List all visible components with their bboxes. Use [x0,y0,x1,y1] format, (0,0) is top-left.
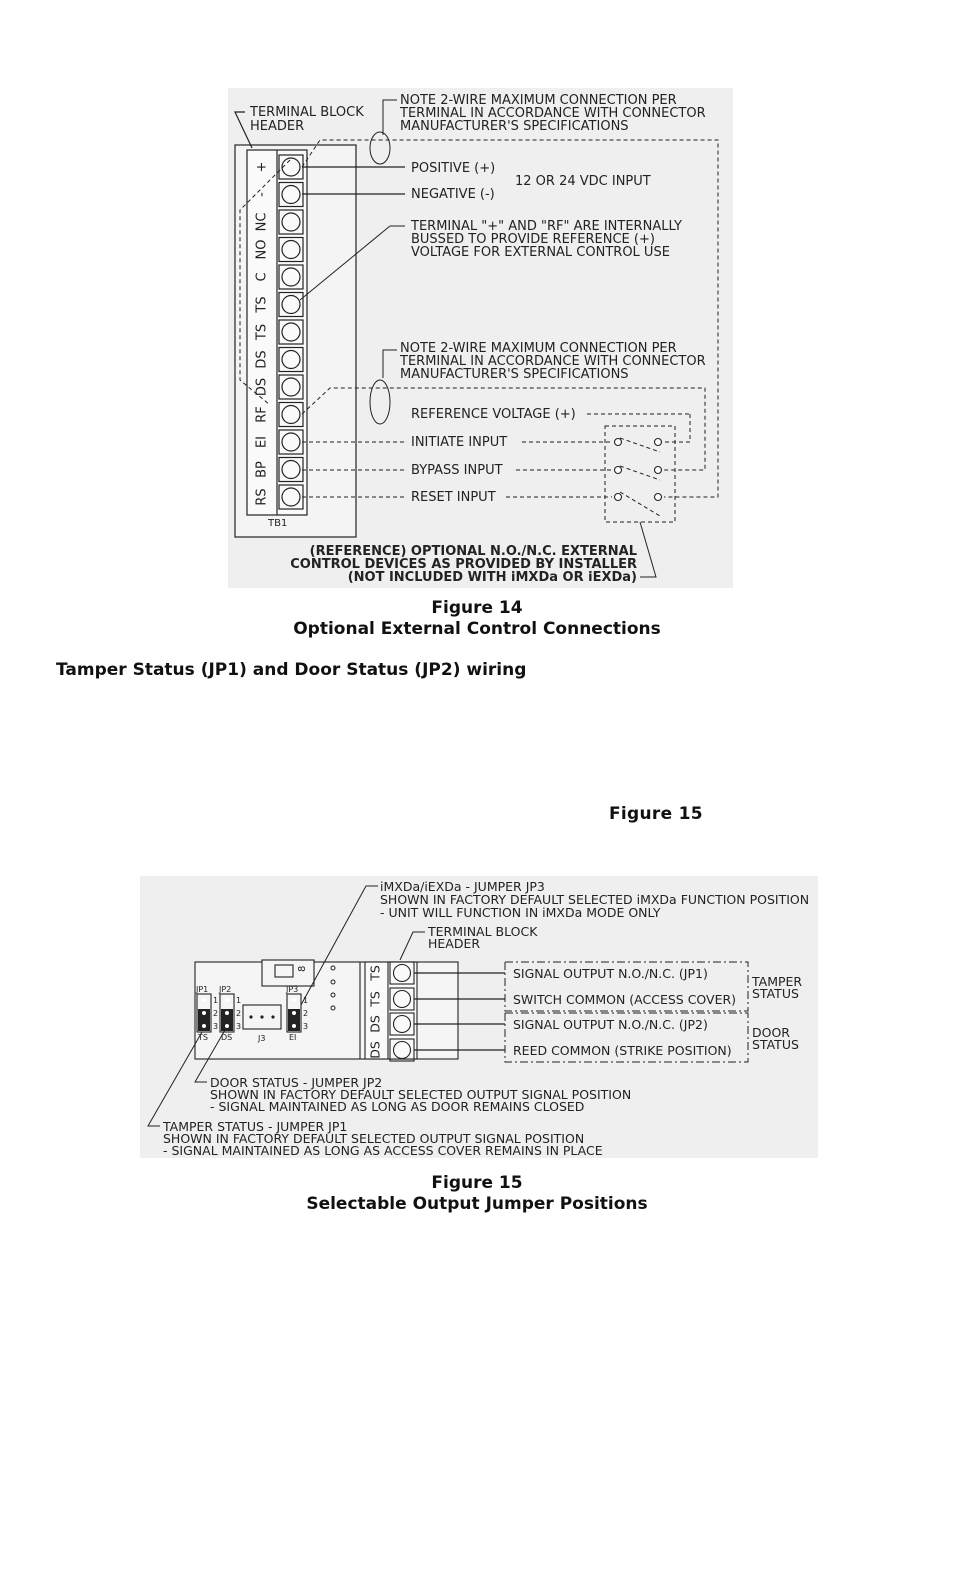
bypass-input-label: BYPASS INPUT [411,463,503,478]
terminal-label: + [254,161,270,173]
figure-15-diagram [0,870,954,1170]
note-top-line: MANUFACTURER'S SPECIFICATIONS [400,119,629,134]
terminal-label: C [254,272,270,282]
terminal-label: RF [254,406,270,423]
terminal-block-header-label: TERMINAL BLOCK [428,924,538,939]
terminal-label: TS [367,991,383,1007]
jumper-bottom-ds: DS [221,1033,233,1042]
terminal-label: TS [254,323,270,341]
terminal-label: TS [254,296,270,313]
jp3-note-line: - UNIT WILL FUNCTION IN iMXDa MODE ONLY [380,905,661,920]
optional-note-line: CONTROL DEVICES AS PROVIDED BY INSTALLER [290,557,637,572]
tamper-jumper-note-line: - SIGNAL MAINTAINED AS LONG AS ACCESS COVER REMAINS IN PLACE [163,1143,603,1158]
jumper-label-jp3: JP3 [286,985,299,994]
negative-label: NEGATIVE (-) [411,187,495,202]
figure-14-caption-number: Figure 14 [431,598,523,618]
door-status-label: DOOR [752,1025,790,1040]
tb1-label: TB1 [268,518,288,529]
terminal-block-header-label: HEADER [428,936,481,951]
optional-note-line: (NOT INCLUDED WITH iMXDa OR iEXDa) [347,570,637,585]
bussed-note-line: VOLTAGE FOR EXTERNAL CONTROL USE [411,245,670,260]
pin-number: 2 [213,1009,219,1018]
terminal-label: TS [367,965,383,981]
figure-reference: Figure 15 [609,804,703,824]
door-jumper-note-line: SHOWN IN FACTORY DEFAULT SELECTED OUTPUT SIGNAL POSITION [210,1087,632,1102]
bussed-note-line: TERMINAL "+" AND "RF" ARE INTERNALLY [411,219,682,234]
j3-label: J3 [258,1034,266,1043]
tamper-status-label: TAMPER [752,974,803,989]
vdc-input-label: 12 OR 24 VDC INPUT [515,174,651,189]
pin-number: 1 [303,996,309,1005]
pin-number: 1 [236,996,242,1005]
jumper-bottom-ts: TS [198,1033,208,1042]
terminal-label: EI [254,435,270,449]
figure-14-caption-title: Optional External Control Connections [293,619,661,639]
terminal-label: DS [367,1015,383,1033]
figure-15-caption-number: Figure 15 [431,1173,523,1193]
terminal-block-header-label: TERMINAL BLOCK [250,105,364,120]
terminal-label: NO [254,239,270,260]
terminal-block-header-label: HEADER [250,119,305,134]
terminal-label: RS [254,488,270,506]
jumper-label-jp2: JP2 [219,985,232,994]
terminal-label: DS [254,377,270,397]
pin-number: 3 [303,1022,309,1031]
pin-number: 3 [213,1022,219,1031]
terminal-label: DS [367,1041,383,1059]
figure-14-diagram [0,0,954,600]
optional-note-line: (REFERENCE) OPTIONAL N.O./N.C. EXTERNAL [309,544,637,559]
pin-number: 2 [303,1009,309,1018]
reset-input-label: RESET INPUT [411,490,496,505]
switch-common-label: SWITCH COMMON (ACCESS COVER) [513,992,737,1007]
jumper-bottom-ei: EI [289,1033,297,1042]
door-jumper-note-line: DOOR STATUS - JUMPER JP2 [210,1075,383,1090]
reed-common-label: REED COMMON (STRIKE POSITION) [513,1043,732,1058]
door-jumper-note-line: - SIGNAL MAINTAINED AS LONG AS DOOR REMAINS CLOSED [210,1099,585,1114]
figure-15-caption-title: Selectable Output Jumper Positions [306,1194,648,1214]
bussed-note-line: BUSSED TO PROVIDE REFERENCE (+) [411,232,655,247]
jp3-note-line: iMXDa/iEXDa - JUMPER JP3 [380,879,545,894]
initiate-input-label: INITIATE INPUT [411,435,508,450]
section-heading: Tamper Status (JP1) and Door Status (JP2) wiring [56,660,527,680]
terminal-label: DS [254,350,270,369]
tamper-jumper-note-line: TAMPER STATUS - JUMPER JP1 [163,1119,348,1134]
pin-number: 3 [236,1022,242,1031]
terminal-label: NC [254,212,270,232]
signal-jp2-label: SIGNAL OUTPUT N.O./N.C. (JP2) [513,1017,708,1032]
note-top-line: TERMINAL IN ACCORDANCE WITH CONNECTOR [400,106,706,121]
note-mid-line: NOTE 2-WIRE MAXIMUM CONNECTION PER [400,341,677,356]
signal-jp1-label: SIGNAL OUTPUT N.O./N.C. (JP1) [513,966,708,981]
switch-label: 8 [297,965,308,972]
tamper-jumper-note-line: SHOWN IN FACTORY DEFAULT SELECTED OUTPUT SIGNAL POSITION [163,1131,585,1146]
note-mid-line: MANUFACTURER'S SPECIFICATIONS [400,367,629,382]
terminal-label: BP [254,461,270,478]
pin-number: 2 [236,1009,242,1018]
pin-number: 1 [213,996,219,1005]
positive-label: POSITIVE (+) [411,161,496,176]
jp3-note-line: SHOWN IN FACTORY DEFAULT SELECTED iMXDa FUNCTION POSITION [380,892,810,907]
door-status-label: STATUS [752,1037,799,1052]
reference-voltage-label: REFERENCE VOLTAGE (+) [411,407,576,422]
terminal-label: - [254,192,270,197]
jumper-label-jp1: JP1 [196,985,209,994]
tamper-status-label: STATUS [752,986,799,1001]
note-mid-line: TERMINAL IN ACCORDANCE WITH CONNECTOR [400,354,706,369]
note-top-line: NOTE 2-WIRE MAXIMUM CONNECTION PER [400,93,677,108]
